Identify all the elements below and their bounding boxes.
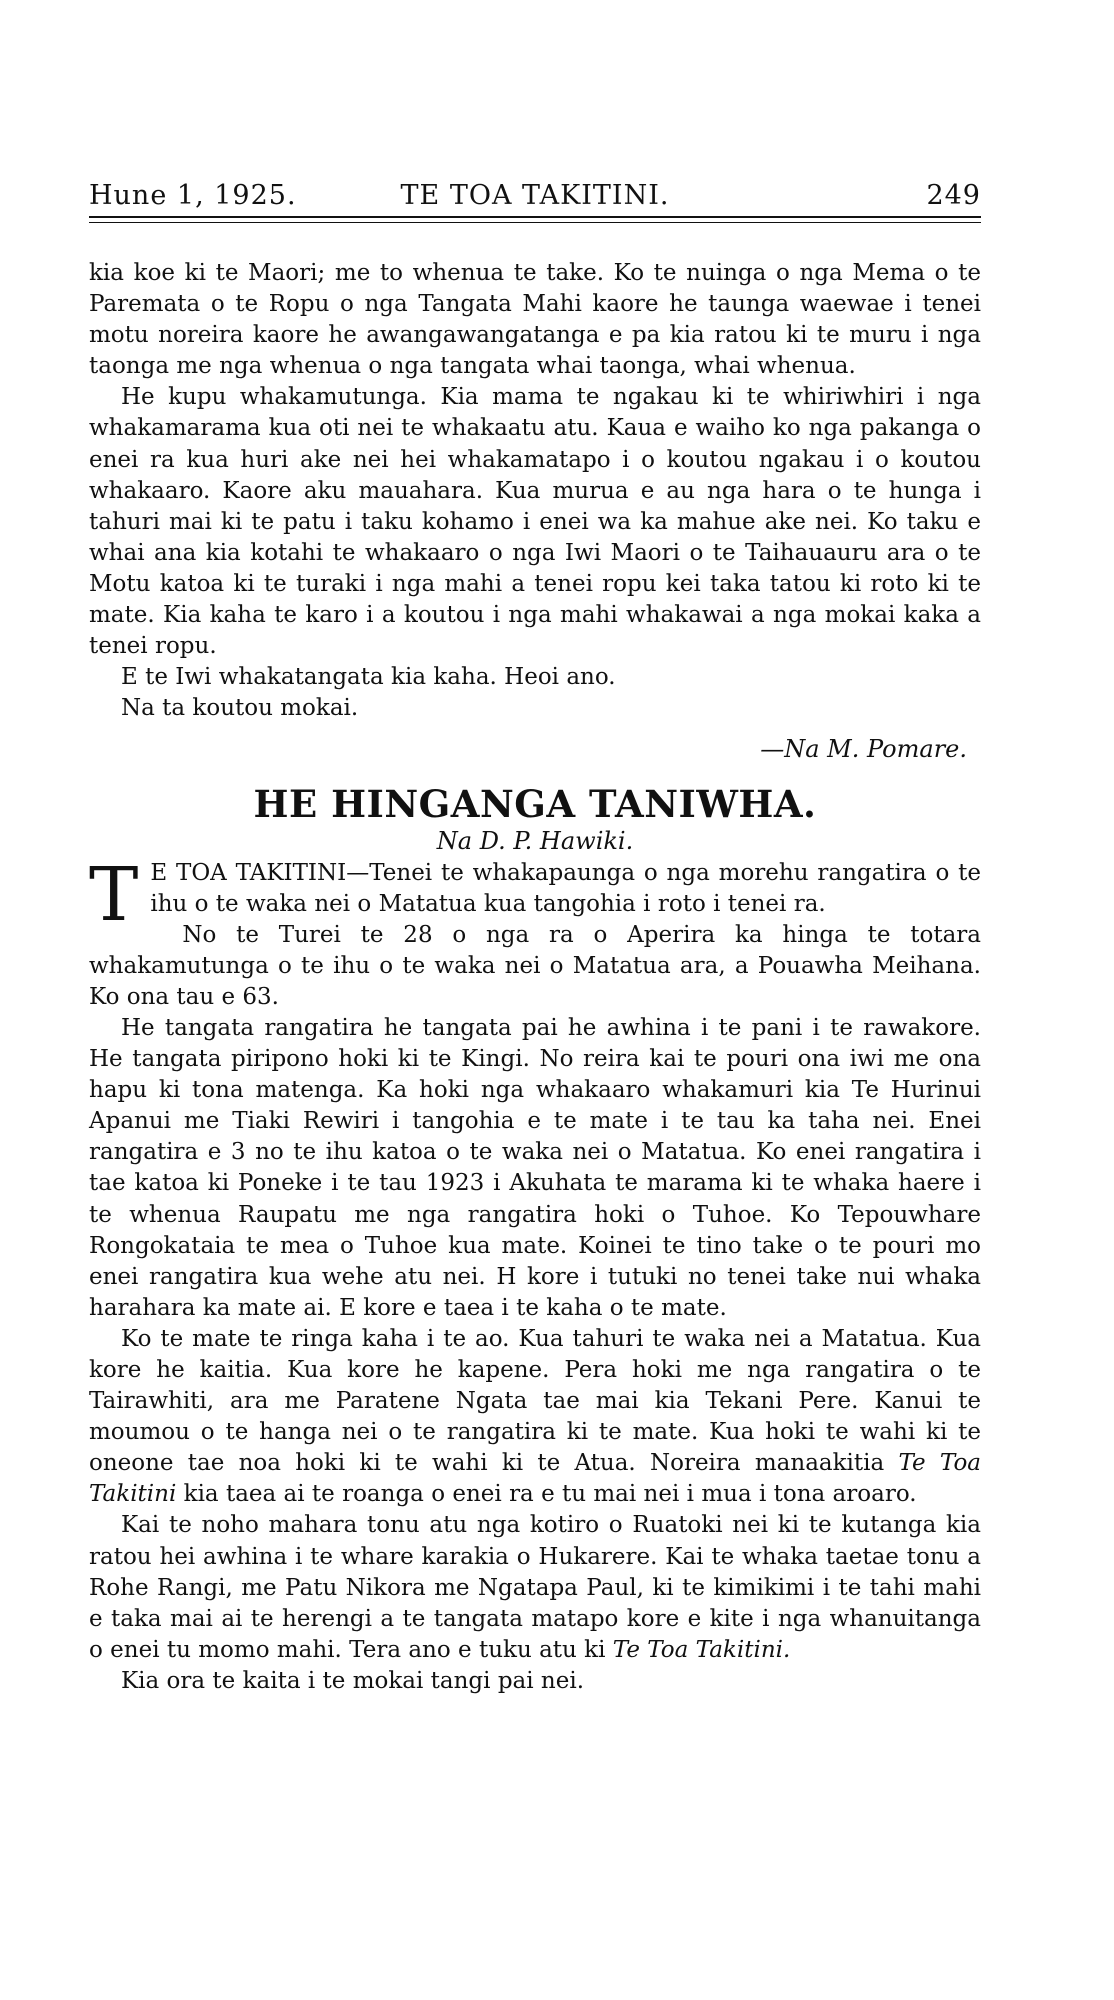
letter-paragraph: Na ta koutou mokai. — [121, 695, 359, 722]
article-paragraph: No te Turei te 28 o nga ra o Aperira ka hinga te totara whakamutunga o te ihu o te waka nei o Matatua ara, a Pouawha Meihana. Ko ona tau e 63. — [89, 921, 981, 1010]
header-rule-thin — [89, 222, 981, 223]
journal-name-italic: Te Toa Takitini — [89, 1450, 982, 1508]
header-page-number: 249 — [926, 180, 981, 211]
article-paragraph: Kia ora te kaita i te mokai tangi pai nei. — [121, 1667, 585, 1694]
letter-signature: —Na M. Pomare. — [760, 735, 967, 764]
paragraph-text: Ko te mate te ringa kaha i te ao. Kua tahuri te waka nei a Matatua. Kua kore he kaitia. Kua kore he kapene. Pera hoki me nga rangatira o te Tairawhiti, ara me Paratene Ngata tae mai kia Tekani Pere. Kanui te moumou o te hanga nei o te rangatira ki te mate. Kua hoki te wahi ki te oneone tae noa hoki ki te wahi ki te Atua. Noreira manaakitia — [89, 1325, 981, 1477]
header-rule-thick — [89, 216, 981, 218]
letter-paragraph: E te Iwi whakatangata kia kaha. Heoi ano. — [121, 664, 616, 691]
article-paragraph — [89, 1324, 981, 1511]
paragraph-text: kia taea ai te roanga o enei ra e tu mai nei i mua i tona aroaro. — [183, 1481, 917, 1508]
letter-paragraph: kia koe ki te Maori; me to whenua te take. Ko te nuinga o nga Mema o te Paremata o te Ropu o nga Tangata Mahi kaore he taunga waewae i tenei motu noreira kaore he awangawangatanga e pa kia ratou ki te muru i nga taonga me nga whenua o nga tangata whai taonga, whai whenua. — [89, 260, 981, 380]
article-first-paragraph — [89, 851, 981, 938]
article-paragraph: He tangata rangatira he tangata pai he awhina i te pani i te rawakore. He tangata piripono hoki ki te Kingi. No reira kai te pouri ona iwi me ona hapu ki tona matenga. Ka hoki nga whakaaro whakamuri kia Te Hurinui Apanui me Tiaki Rewiri i tangohia e te mate i te tau ka taha nei. Enei rangatira e 3 no te ihu katoa o te waka nei o Matatua. Ko enei rangatira i tae katoa ki Poneke i te tau 1923 i Akuhata te marama ki te whaka haere i te whenua Raupatu me nga rangatira hoki o Tuhoe. Ko Tepouwhare Rongokataia te mea o Tuhoe kua mate. Koinei te tino take o te pouri mo enei rangatira kua wehe atu nei. H kore i tutuki no tenei take nui whaka harahara ka mate ai. E kore e taea i te kaha o te mate. — [89, 1014, 981, 1321]
first-paragraph-text: E TOA TAKITINI—Tenei te whakapaunga o nga morehu rangatira o te ihu o te waka nei o Matatua kua tangohia i roto i tenei ra. — [150, 859, 981, 917]
article-title: HE HINGANGA TANIWHA. — [253, 781, 817, 826]
drop-cap: T — [89, 851, 139, 938]
article-paragraph — [89, 1510, 981, 1665]
page-body — [89, 258, 981, 1697]
letter-paragraph: He kupu whakamutunga. Kia mama te ngakau ki te whiriwhiri i nga whakamarama kua oti nei te whakaatu atu. Kaua e waiho ko nga pakanga o enei ra kua huri ake nei hei whakamatapo i o koutou ngakau i o koutou whakaaro. Kaore aku mauahara. Kua murua e au nga hara o te hunga i tahuri mai ki te patu i taku kohamo i enei wa ka mahue ake nei. Ko taku e whai ana kia kotahi te whakaaro o nga Iwi Maori o te Taihauauru ara o te Motu katoa ki te turaki i nga mahi a tenei ropu kei taka tatou ki roto ki te mate. Kia kaha te karo i a koutou i nga mahi whakawai a nga mokai kaka a tenei ropu. — [89, 384, 981, 660]
paragraph-text: Kai te noho mahara tonu atu nga kotiro o Ruatoki nei ki te kutanga kia ratou hei awhina i te whare karakia o Hukarere. Kai te whaka taetae tonu a Rohe Rangi, me Patu Nikora me Ngatapa Paul, ki te kimikimi i te tahi mahi e taka mai ai te herengi a te tangata matapo kore e kite i nga whanuitanga o enei tu momo mahi. Tera ano e tuku atu ki — [89, 1512, 981, 1663]
header-date: Hune 1, 1925. — [89, 180, 297, 211]
running-header — [89, 180, 981, 216]
header-journal-title: TE TOA TAKITINI. — [400, 180, 670, 211]
journal-name-italic: Te Toa Takitini. — [612, 1636, 791, 1663]
article-byline: Na D. P. Hawiki. — [436, 826, 634, 855]
